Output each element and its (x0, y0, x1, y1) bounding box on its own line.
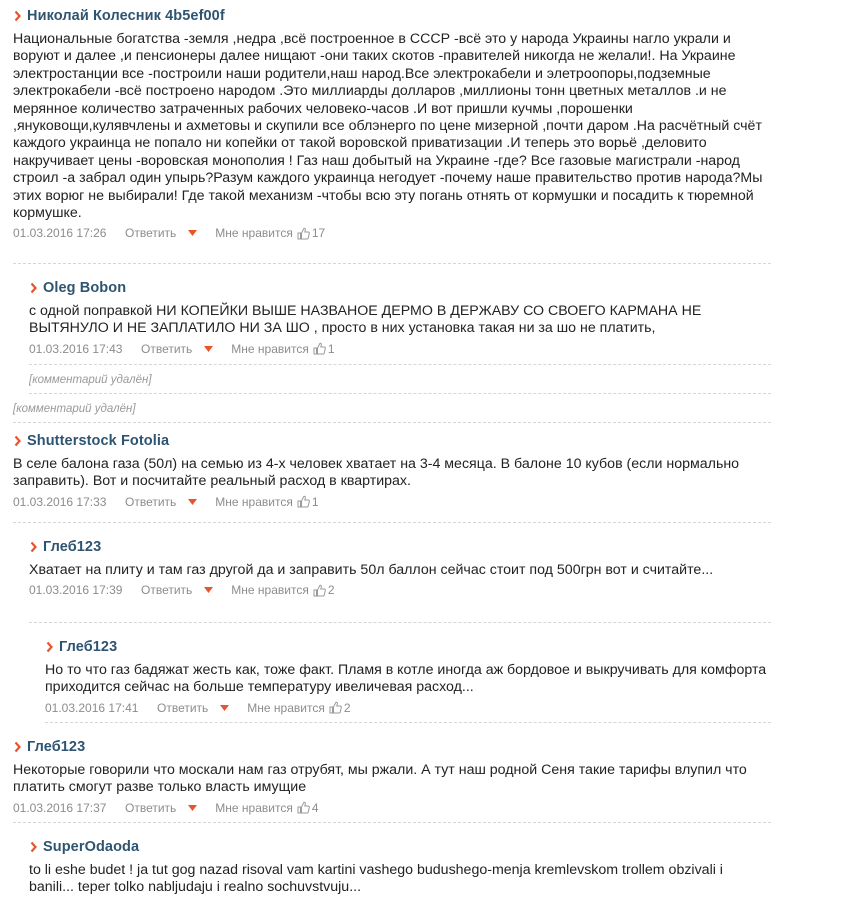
comment-reply (29, 523, 771, 623)
thumbs-up-icon[interactable] (313, 584, 326, 597)
like-button[interactable]: Мне нравится (215, 800, 293, 815)
thumbs-up-icon[interactable] (297, 227, 310, 240)
comment-meta (13, 800, 771, 816)
chevron-right-icon (30, 282, 37, 294)
reply-button[interactable]: Ответить (125, 800, 177, 815)
deleted-comment: [комментарий удалён] (29, 365, 771, 394)
like-button[interactable]: Мне нравится (215, 494, 293, 509)
like-count: 1 (327, 341, 335, 356)
comment-date: 01.03.2016 17:26 (13, 226, 107, 241)
caret-down-icon[interactable] (188, 805, 197, 811)
thumbs-up-icon[interactable] (297, 495, 310, 508)
comment-meta (29, 582, 771, 598)
like-button[interactable]: Мне нравится (247, 700, 325, 715)
caret-down-icon[interactable] (204, 346, 213, 352)
comment-reply (29, 823, 771, 899)
deleted-comment: [комментарий удалён] (13, 394, 771, 423)
comment-header (46, 637, 771, 656)
comment-text: Национальные богатства -земля ,недра ,всё построенное в СССР -всё это у народа Украины нагло украли и воруют и далее ,и пенсионеры далее нищают -они таких скотов -правителей никогда не желали!. На Украине электростанции все -построили наши родители,наш народ.Все электрокабели и элетроопоры,подземные электрокабели -всё построено народом .Это миллиарды долларов ,миллионы тонн цветных металлов .и не мерянное количество затраченных рабочих человеко-часов .И вот пришли кучмы ,порошенки ,януковощи,кулявчлены и ахметовы и скупили все облэнерго по цене мизерной ,почти даром .На расчётный счёт каждого украинца не попало ни копейки от такой воровской приватизации .И теперь это ворьё ,деловито накручивает цены -воровская монополия ! Газ наш добытый на Украине -где? Все газовые магистрали -народ строил -а забрал один упырь?Разум каждого украинца негодует -почему наше правительство против народа?Мы этих ворюг не выбирали! Где такой механизм -чтобы всю эту погань отнять от кормушки и посадить к тюремной кормушке. (13, 31, 763, 222)
comment-reply (45, 623, 771, 723)
chevron-right-icon (14, 435, 21, 447)
comment-meta (13, 225, 771, 241)
comment-date: 01.03.2016 17:41 (45, 700, 139, 715)
like-count: 2 (343, 700, 351, 715)
like-button[interactable]: Мне нравится (231, 583, 309, 598)
like-button[interactable]: Мне нравится (215, 226, 293, 241)
reply-button[interactable]: Ответить (157, 700, 209, 715)
chevron-right-icon (30, 541, 37, 553)
comment-date: 01.03.2016 17:33 (13, 494, 107, 509)
comment-text: to li eshe budet ! ja tut gog nazad risoval vam kartini vashego budushego-menja kremlevskom trollem obzivali i banili... teper tolko nabljudaju i realno sochuvstvuju... (29, 862, 723, 896)
caret-down-icon[interactable] (220, 705, 229, 711)
comment-author[interactable]: SuperOdaoda (43, 838, 140, 855)
like-button[interactable]: Мне нравится (231, 341, 309, 356)
chevron-right-icon (46, 641, 53, 653)
caret-down-icon[interactable] (188, 499, 197, 505)
comment-date: 01.03.2016 17:37 (13, 800, 107, 815)
comment-header (30, 537, 771, 556)
comment (13, 0, 771, 264)
chevron-right-icon (14, 10, 21, 22)
comment (13, 723, 771, 823)
comment-author[interactable]: Shutterstock Fotolia (27, 432, 170, 449)
comment-author[interactable]: Глеб123 (43, 538, 102, 555)
like-count: 17 (311, 226, 326, 241)
comment-author[interactable]: Oleg Bobon (43, 279, 127, 296)
chevron-right-icon (30, 841, 37, 853)
chevron-right-icon (14, 741, 21, 753)
comment-text: Некоторые говорили что москали нам газ отрубят, мы ржали. А тут наш родной Сеня такие тарифы влупил что платить смогут разве только власть имущие (13, 762, 747, 796)
caret-down-icon[interactable] (188, 230, 197, 236)
like-count: 2 (327, 583, 335, 598)
caret-down-icon[interactable] (204, 587, 213, 593)
comment-header (30, 837, 771, 856)
comment-date: 01.03.2016 17:43 (29, 341, 123, 356)
comment-text: В селе балона газа (50л) на семью из 4-х человек хватает на 3-4 месяца. В балоне 10 кубов (если нормально заправить). Вот и посчитайте реальный расход в квартирах. (13, 456, 740, 490)
comment-meta (13, 494, 771, 510)
comment-date: 01.03.2016 17:39 (29, 583, 123, 598)
comment-text: с одной поправкой НИ КОПЕЙКИ ВЫШЕ НАЗВАНОЕ ДЕРМО В ДЕРЖАВУ СО СВОЕГО КАРМАНА НЕ ВЫТЯНУЛО И НЕ ЗАПЛАТИЛО НИ ЗА ШО , просто в них установка такая ни за шо не платить, (29, 303, 702, 337)
reply-button[interactable]: Ответить (125, 226, 177, 241)
reply-button[interactable]: Ответить (125, 494, 177, 509)
like-count: 4 (311, 800, 319, 815)
thumbs-up-icon[interactable] (313, 342, 326, 355)
comment-header (30, 278, 771, 297)
comment-reply (29, 264, 771, 365)
comment-meta (45, 700, 771, 716)
like-count: 1 (311, 494, 319, 509)
comment-author[interactable]: Николай Колесник 4b5ef00f (27, 7, 225, 24)
comment-meta (29, 341, 771, 357)
thumbs-up-icon[interactable] (297, 801, 310, 814)
comment-text: Но то что газ бадяжат жесть как, тоже факт. Пламя в котле иногда аж бордовое и выкручивать для комфорта приходится сейчас на больше температуру ивеличевая расход... (45, 662, 767, 696)
reply-button[interactable]: Ответить (141, 341, 193, 356)
thumbs-up-icon[interactable] (329, 701, 342, 714)
reply-button[interactable]: Ответить (141, 583, 193, 598)
comment (13, 423, 771, 523)
comment-header (14, 431, 771, 450)
comment-header (14, 737, 771, 756)
comment-text: Хватает на плиту и там газ другой да и заправить 50л баллон сейчас стоит под 500грн вот и считайте... (29, 562, 714, 578)
comment-author[interactable]: Глеб123 (59, 638, 118, 655)
comment-author[interactable]: Глеб123 (27, 738, 86, 755)
comment-header (14, 6, 771, 25)
